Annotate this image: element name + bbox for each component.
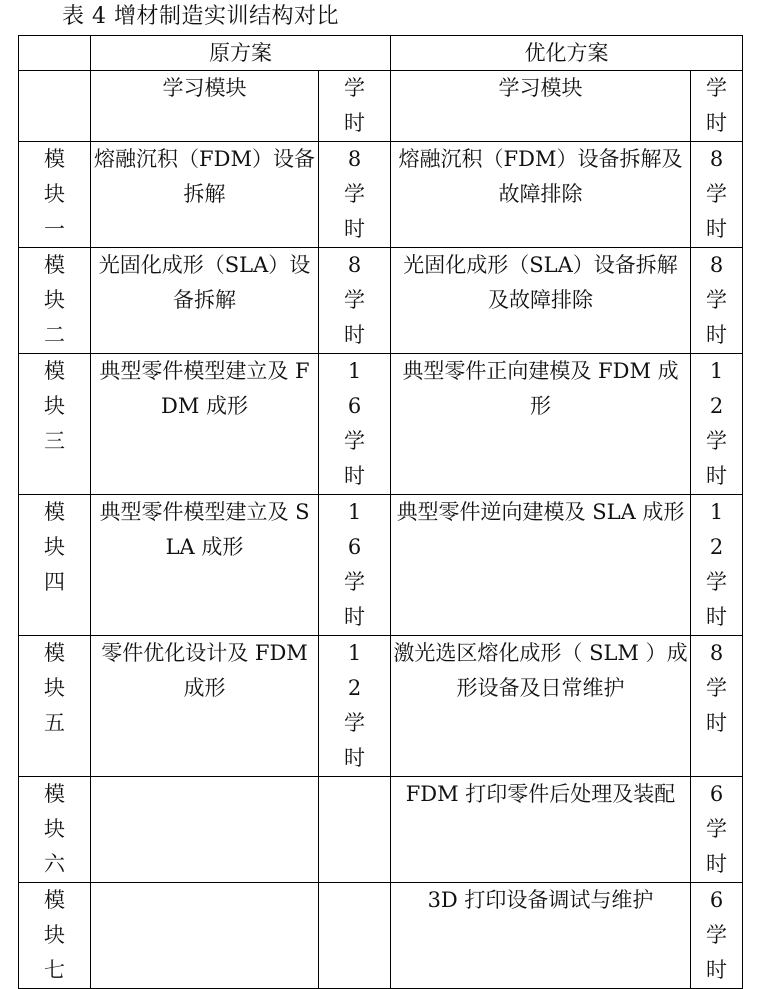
table-row: [19, 883, 743, 989]
subheader-original-module: 学习模块: [91, 71, 319, 142]
optimized-hours: 12学时: [691, 354, 743, 495]
module-name: 模块五: [19, 636, 91, 777]
subheader-optimized-hours: 学时: [691, 71, 743, 142]
optimized-content: 熔融沉积（FDM）设备拆解及故障排除: [391, 142, 691, 248]
table-row: [19, 495, 743, 636]
original-hours: [319, 777, 391, 883]
original-content: 零件优化设计及 FDM 成形: [91, 636, 319, 777]
original-hours: 8学时: [319, 142, 391, 248]
corner-cell: [19, 36, 91, 71]
optimized-hours: 6学时: [691, 883, 743, 989]
optimized-hours: 8学时: [691, 142, 743, 248]
subheader-original-hours: 学时: [319, 71, 391, 142]
optimized-hours: 8学时: [691, 248, 743, 354]
header-original: 原方案: [91, 36, 391, 71]
optimized-hours: 6学时: [691, 777, 743, 883]
optimized-hours: 8学时: [691, 636, 743, 777]
original-content: 典型零件模型建立及 SLA 成形: [91, 495, 319, 636]
table-row: [19, 142, 743, 248]
original-hours: 8学时: [319, 248, 391, 354]
subheader-blank: [19, 71, 91, 142]
table-row: [19, 636, 743, 777]
module-name: 模块六: [19, 777, 91, 883]
table-caption: 表 4 增材制造实训结构对比: [62, 4, 339, 29]
optimized-content: 典型零件正向建模及 FDM 成形: [391, 354, 691, 495]
subheader-optimized-module: 学习模块: [391, 71, 691, 142]
optimized-hours: 12学时: [691, 495, 743, 636]
table-row: [19, 777, 743, 883]
original-hours: 16学时: [319, 495, 391, 636]
optimized-content: 光固化成形（SLA）设备拆解及故障排除: [391, 248, 691, 354]
optimized-content: FDM 打印零件后处理及装配: [391, 777, 691, 883]
original-content: [91, 777, 319, 883]
original-content: 熔融沉积（FDM）设备拆解: [91, 142, 319, 248]
table-row: [19, 248, 743, 354]
optimized-content: 3D 打印设备调试与维护: [391, 883, 691, 989]
original-content: [91, 883, 319, 989]
header-row: [19, 36, 743, 71]
module-name: 模块四: [19, 495, 91, 636]
original-hours: 16学时: [319, 354, 391, 495]
comparison-table: [18, 35, 743, 989]
optimized-content: 激光选区熔化成形（ SLM ）成形设备及日常维护: [391, 636, 691, 777]
module-name: 模块七: [19, 883, 91, 989]
header-optimized: 优化方案: [391, 36, 743, 71]
original-content: 典型零件模型建立及 FDM 成形: [91, 354, 319, 495]
optimized-content: 典型零件逆向建模及 SLA 成形: [391, 495, 691, 636]
module-name: 模块三: [19, 354, 91, 495]
subheader-row: [19, 71, 743, 142]
original-hours: [319, 883, 391, 989]
module-name: 模块一: [19, 142, 91, 248]
original-content: 光固化成形（SLA）设备拆解: [91, 248, 319, 354]
table-row: [19, 354, 743, 495]
original-hours: 12学时: [319, 636, 391, 777]
module-name: 模块二: [19, 248, 91, 354]
